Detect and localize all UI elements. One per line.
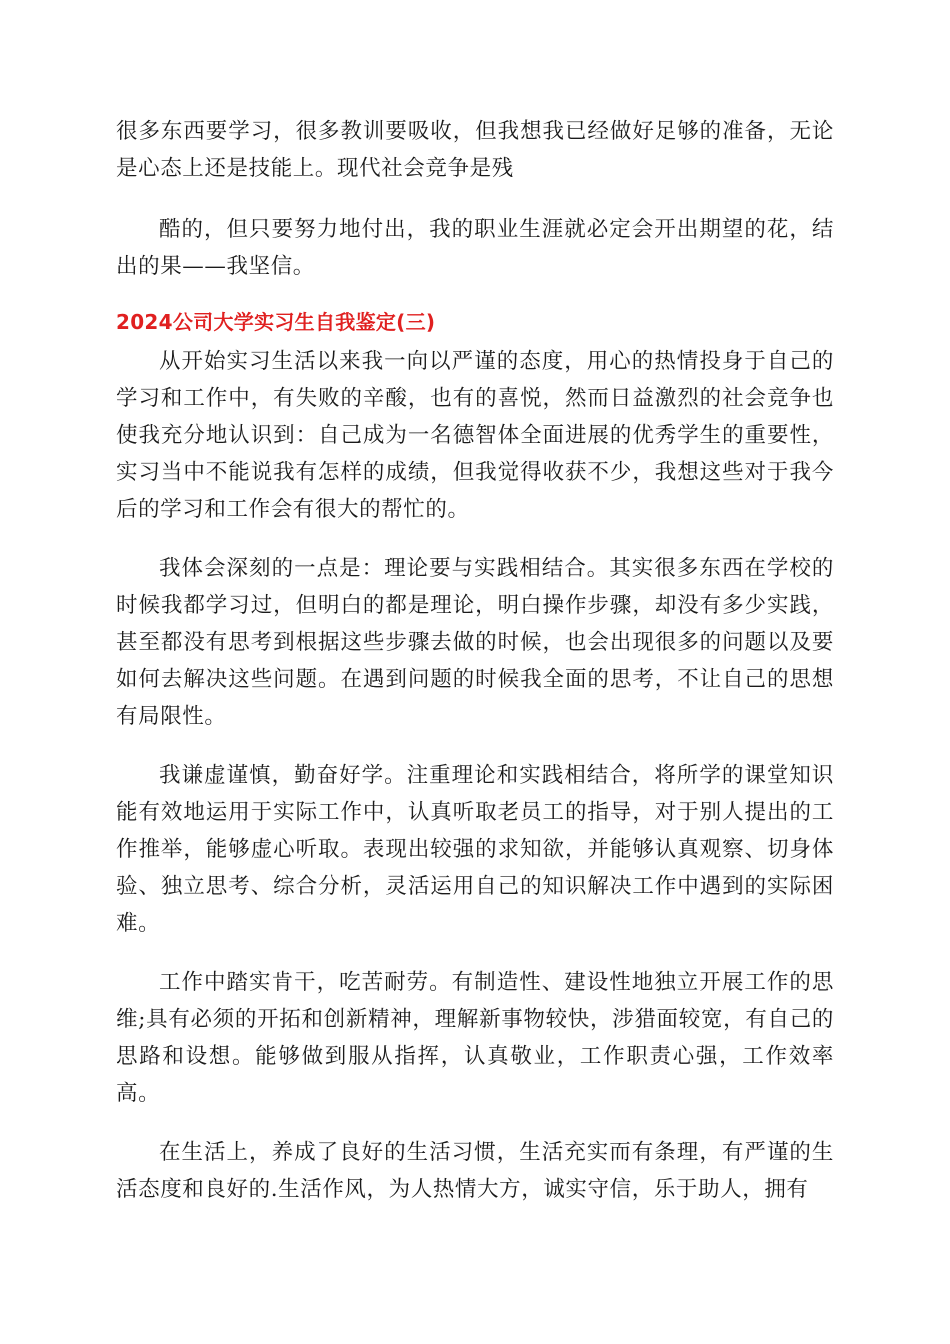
paragraph-intro: 从开始实习生活以来我一向以严谨的态度，用心的热情投身于自己的学习和工作中，有失败的辛酸，也有的喜悦，然而日益激烈的社会竞争也使我充分地认识到：自己成为一名德智体全面进展的优秀学生的重要性，实习当中不能说我有怎样的成绩，但我觉得收获不少，我想这些对于我今后的学习和工作会有很大的帮忙的。: [116, 349, 834, 522]
paragraph-work-attitude: 工作中踏实肯干，吃苦耐劳。有制造性、建设性地独立开展工作的思维;具有必须的开拓和创新精神，理解新事物较快，涉猎面较宽，有自己的思路和设想。能够做到服从指挥，认真敬业，工作职责心强，工作效率高。: [116, 970, 834, 1106]
paragraph-theory-practice: 我体会深刻的一点是：理论要与实践相结合。其实很多东西在学校的时候我都学习过，但明白的都是理论，明白操作步骤，却没有多少实践，甚至都没有思考到根据这些步骤去做的时候，也会出现很多的问题以及要如何去解决这些问题。在遇到问题的时候我全面的思考，不让自己的思想有局限性。: [116, 556, 834, 729]
paragraph-closing: 酷的，但只要努力地付出，我的职业生涯就必定会开出期望的花，结出的果——我坚信。: [116, 217, 834, 279]
paragraph-modesty: 我谦虚谨慎，勤奋好学。注重理论和实践相结合，将所学的课堂知识能有效地运用于实际工作中，认真听取老员工的指导，对于别人提出的工作推举，能够虚心听取。表现出较强的求知欲，并能够认真观察、切身体验、独立思考、综合分析，灵活运用自己的知识解决工作中遇到的实际困难。: [116, 763, 834, 936]
section-heading: 2024公司大学实习生自我鉴定(三): [116, 310, 436, 334]
document-body: [116, 113, 834, 1230]
paragraph-life: 在生活上，养成了良好的生活习惯，生活充实而有条理，有严谨的生活态度和良好的.生活作风，为人热情大方，诚实守信，乐于助人，拥有: [116, 1140, 834, 1202]
paragraph-continuation: 很多东西要学习，很多教训要吸收，但我想我已经做好足够的准备，无论是心态上还是技能上。现代社会竞争是残: [116, 119, 834, 181]
